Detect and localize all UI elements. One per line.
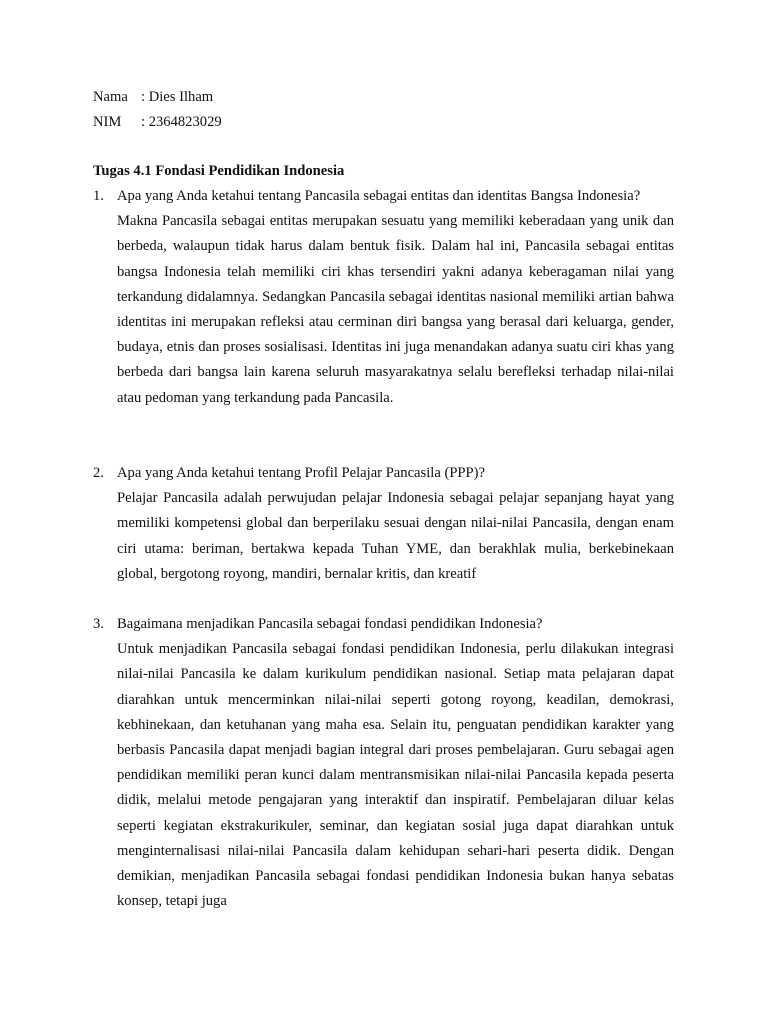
name-value: : Dies Ilham — [141, 89, 214, 105]
answer-text: Untuk menjadikan Pancasila sebagai fondasi pendidikan Indonesia, perlu dilakukan integrasi nilai-nilai Pancasila ke dalam kurikulum pendidikan nasional. Setiap mata pelajaran dapat diarahkan untuk mencerminkan nilai-nilai seperti gotong royong, keadilan, demokrasi, kebhinekaan, dan ketuhanan yang maha esa. Selain itu, penguatan pendidikan karakter yang berbasis Pancasila dapat menjadi bagian integral dari proses pembelajaran. Guru sebagai agen pendidikan memiliki peran kunci dalam mentransmisikan nilai-nilai Pancasila kepada peserta didik, melalui metode pengajaran yang interaktif dan inspiratif. Pembelajaran diluar kelas seperti kegiatan ekstrakurikuler, seminar, dan kegiatan sosial juga dapat diarahkan untuk menginternalisasi nilai-nilai Pancasila dalam kehidupan sehari-hari peserta didik. Dengan demikian, menjadikan Pancasila sebagai fondasi pendidikan Indonesia bukan hanya sebatas konsep, tetapi juga — [117, 641, 674, 910]
question-number: 2. — [93, 465, 104, 481]
question-text: Apa yang Anda ketahui tentang Profil Pelajar Pancasila (PPP)? — [117, 465, 486, 481]
question-number: 3. — [93, 616, 104, 632]
name-line — [93, 88, 213, 106]
nim-label: NIM — [93, 114, 122, 130]
answer-text: Makna Pancasila sebagai entitas merupakan sesuatu yang memiliki keberadaan yang unik dan berbeda, walaupun tidak harus dalam bentuk fisik. Dalam hal ini, Pancasila sebagai entitas bangsa Indonesia telah memiliki ciri khas tersendiri yakni adanya keberagaman nilai yang terkandung didalamnya. Sedangkan Pancasila sebagai identitas nasional memiliki artian bahwa identitas ini merupakan refleksi atau cerminan diri bangsa yang berasal dari keluarga, gender, budaya, etnis dan proses sosialisasi. Identitas ini juga menandakan adanya suatu ciri khas yang berbeda dari bangsa lain karena seluruh masyarakatnya selalu berefleksi terhadap nilai-nilai atau pedoman yang terkandung pada Pancasila. — [117, 213, 674, 406]
question-number: 1. — [93, 188, 104, 204]
answer-text: Pelajar Pancasila adalah perwujudan pelajar Indonesia sebagai pelajar sepanjang hayat yang memiliki kompetensi global dan berperilaku sesuai dengan nilai-nilai Pancasila, dengan enam ciri utama: beriman, bertakwa kepada Tuhan YME, dan berakhlak mulia, berkebinekaan global, bergotong royong, mandiri, bernalar kritis, dan kreatif — [117, 490, 674, 582]
name-label: Nama — [93, 89, 128, 105]
question-text: Apa yang Anda ketahui tentang Pancasila sebagai entitas dan identitas Bangsa Indonesia? — [117, 188, 641, 204]
nim-value: : 2364823029 — [141, 114, 222, 130]
nim-line — [93, 113, 222, 131]
question-text: Bagaimana menjadikan Pancasila sebagai fondasi pendidikan Indonesia? — [117, 616, 543, 632]
assignment-title: Tugas 4.1 Fondasi Pendidikan Indonesia — [93, 163, 345, 179]
